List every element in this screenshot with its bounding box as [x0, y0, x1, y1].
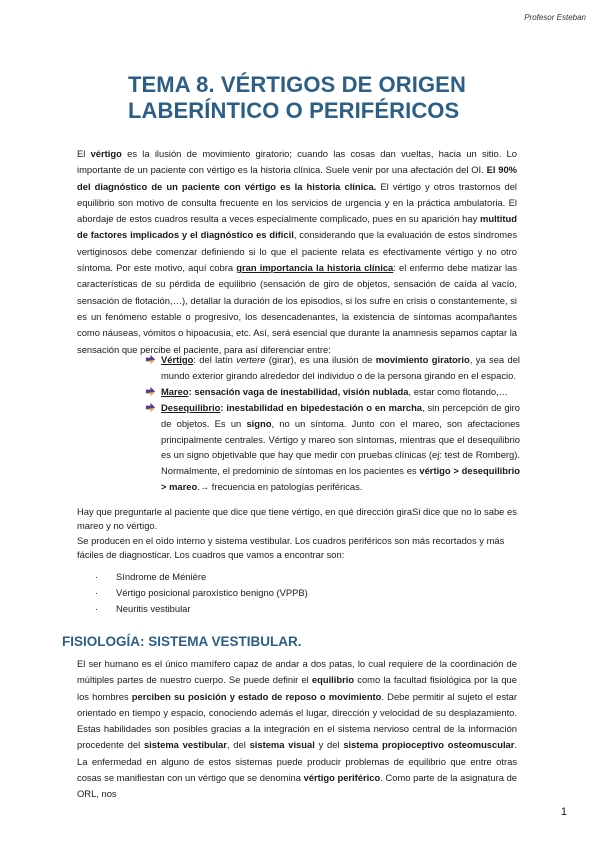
text-run: , ya sea del mundo exterior girando alrededor del individuo o de la persona girando en el espacio.	[161, 354, 520, 381]
text-run: como la facultad fisiológica por la que los hombres	[77, 674, 517, 702]
section-title: FISIOLOGÍA: SISTEMA VESTIBULAR.	[62, 634, 302, 649]
text-bold: perciben su posición y estado de reposo o movimiento	[131, 690, 382, 702]
text-bold: sistema vestibular	[143, 739, 227, 751]
paragraph-direction: Hay que preguntarle al paciente que dice que tiene vértigo, en qué dirección giraSi dice que no lo sabe es mareo y no vértigo.	[77, 506, 517, 532]
arrow-bullet-icon	[145, 354, 156, 365]
text-bold: equilibrio	[311, 674, 355, 686]
conditions-list	[95, 569, 308, 617]
text-run: . La enfermedad en alguno de estos sistemas puede producir problemas de equilibrio que entre otras cosas se manifiestan con un vértigo que se denomina	[77, 739, 518, 784]
text-run: y del	[314, 739, 344, 751]
text-bold: sistema visual	[249, 739, 315, 751]
list-item	[95, 585, 308, 601]
text-bold: : sensación vaga de inestabilidad, visión nublada	[188, 385, 409, 397]
definition-mareo	[145, 384, 520, 400]
text-run: es la ilusión de movimiento giratorio; cuando las cosas dan vueltas, hacia un sitio. Lo importante de un paciente con vértigo es la historia clínica. Suele venir por una afectación del OI.	[77, 148, 517, 176]
paragraph-peripheral: Se producen en el oído interno y sistema vestibular. Los cuadros periféricos son más recortados y más fáciles de diagnosticar. Los cuadros que vamos a encontrar son:	[77, 535, 505, 561]
text-bold: multitud de factores implicados y el diagnóstico es difícil	[77, 213, 517, 241]
text-run: .→ frecuencia en patologías periféricas.	[197, 481, 363, 493]
title-line-1: TEMA 8. VÉRTIGOS DE ORIGEN	[128, 72, 466, 97]
text-run: , estar como flotando,…	[408, 385, 509, 397]
definition-vertigo	[145, 352, 520, 384]
definition-term: Mareo	[161, 385, 189, 397]
text-bold: movimiento giratorio	[375, 354, 470, 365]
text-run: (girar), es una ilusión de	[265, 354, 376, 365]
text-run: : el enfermo debe matizar las características de su pérdida de equilibrio (sensación de giro de objetos, sensación de caída al vacío, sensación de flotación,…), detallar la duración de los episodios, si los sufre en crisis o constantemente, si es un fenómeno estable o progresivo, los desencadenantes, la existencia de síntomas acompañantes como náuseas, vómitos o hipoacusia, etc. Así, será esencial que durante la anamnesis sepamos captar la sensación que percibe el paciente, para así diferenciar entre:	[77, 262, 517, 355]
text-bold: El 90% del diagnóstico de un paciente con vértigo es la historia clínica.	[77, 164, 517, 192]
arrow-bullet-icon	[145, 402, 156, 413]
list-item	[95, 601, 308, 617]
list-item-text: Síndrome de Ménière	[116, 571, 207, 582]
text-run: , sin percepción de giro de objetos. Es un	[161, 401, 520, 429]
list-item-text: Vértigo posicional paroxístico benigno (VPPB)	[116, 586, 308, 598]
text-bold: sistema propioceptivo osteomuscular	[343, 739, 515, 751]
definition-term: Vértigo	[161, 354, 194, 365]
text-run: . Debe permitir al sujeto el estar orientado en tiempo y espacio, conociendo además el lugar, dirección y velocidad de su desplazamiento. Estas habilidades son posibles gracias a la integración en el sistema nervioso central de la información procedente del	[77, 690, 517, 751]
text-run: , no un síntoma. Junto con el mareo, son afectaciones principalmente centrales. Vértigo y mareo son síntomas, mientras que el desequilibrio es un signo objetivable que hay que medir con pruebas clínicas (ej: test de Romberg). Normalmente, el predominio de síntomas en los pacientes es	[161, 417, 520, 477]
text-bold: vértigo	[90, 148, 122, 159]
arrow-bullet-icon	[145, 386, 156, 397]
text-run: : del latín	[193, 354, 237, 365]
text-bold: : inestabilidad en bipedestación o en marcha	[220, 401, 423, 413]
text-bold: signo	[246, 417, 272, 429]
text-italic: vertere	[236, 354, 266, 365]
text-run: , del	[226, 739, 250, 751]
text-run: , considerando que la evaluación de estos síndromes vertiginosos debe comenzar definiendo si lo que el paciente relata es efectivamente vértigo y no otro síntoma. Por este motivo, aquí cobra	[77, 229, 518, 274]
text-run: El vértigo y otros trastornos del equilibrio son motivo de consulta frecuente en los servicios de urgencia y en la práctica ambulatoria. El abordaje de estos cuadros resulta a veces especialmente complicado, pues en su aparición hay	[77, 180, 518, 225]
list-item	[95, 569, 308, 585]
text-run: . Como parte de la asignatura de ORL, nos	[77, 772, 517, 800]
text-run: El ser humano es el único mamífero capaz de andar a dos patas, lo cual requiere de la coordinación de múltiples partes de nuestro cuerpo. Se puede definir el	[77, 658, 517, 686]
page-number: 1	[560, 806, 567, 818]
bullet-dot: ·	[95, 602, 99, 614]
text-bold: vértigo > desequilibrio > mareo	[161, 465, 520, 493]
bullet-dot: ·	[95, 571, 99, 582]
definitions-list	[145, 352, 520, 495]
definition-desequilibrio	[145, 400, 520, 495]
bullet-dot: ·	[95, 586, 99, 598]
intro-paragraph	[77, 146, 517, 358]
page-title	[128, 72, 548, 124]
text-bold: vértigo periférico	[303, 772, 381, 784]
physiology-paragraph	[77, 656, 517, 803]
title-line-2: LABERÍNTICO O PERIFÉRICOS	[128, 98, 460, 123]
page-header-author: Profesor Esteban	[524, 13, 586, 22]
text-run: El	[77, 148, 91, 159]
list-item-text: Neuritis vestibular	[116, 602, 191, 614]
definition-term: Desequilibrio	[161, 401, 221, 413]
text-bold-underline: gran importancia la historia clínica	[236, 262, 394, 274]
